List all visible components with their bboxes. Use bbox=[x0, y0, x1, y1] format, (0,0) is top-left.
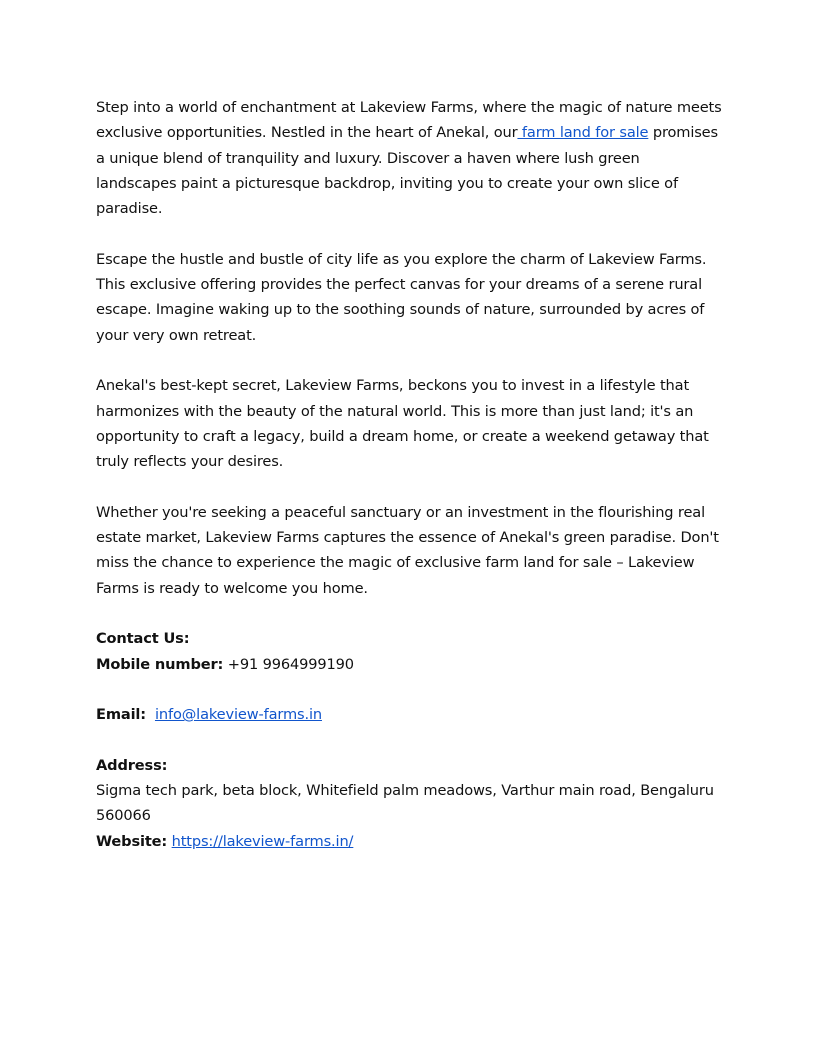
paragraph-escape: Escape the hustle and bustle of city life as you explore the charm of Lakeview Farms. This exclusive offering provides the perfect canvas for your dreams of a serene rural escape. Imagine waking up to the soothing sounds of nature, surrounded by acres of your very own retreat. bbox=[96, 250, 707, 344]
website-link[interactable]: https://lakeview-farms.in/ bbox=[171, 832, 354, 850]
address-heading bbox=[96, 753, 724, 778]
document-body bbox=[96, 95, 724, 854]
paragraph-intro-text-before: Step into a world of enchantment at Lakeview Farms, where the magic of nature meets exclusive opportunities. Nestled in the heart of Anekal, our bbox=[96, 99, 722, 142]
paragraph-spacer bbox=[96, 474, 724, 499]
address-label: Address: bbox=[96, 756, 168, 774]
contact-heading bbox=[96, 626, 724, 651]
paragraph-spacer bbox=[96, 601, 724, 626]
email-line bbox=[96, 702, 724, 727]
website-line bbox=[96, 829, 724, 854]
paragraph-spacer bbox=[96, 727, 724, 752]
paragraph-spacer bbox=[96, 221, 724, 246]
email-label: Email: bbox=[96, 706, 146, 724]
paragraph-sanctuary: Whether you're seeking a peaceful sanctuary or an investment in the flourishing real estate market, Lakeview Farms captures the essence of Anekal's green paradise. Don't miss the chance to experience the magic of exclusive farm land for sale – Lakeview Farms is ready to welcome you home. bbox=[96, 503, 719, 597]
paragraph-spacer bbox=[96, 677, 724, 702]
paragraph-intro-text-after: promises a unique blend of tranquility and luxury. Discover a haven where lush green landscapes paint a picturesque backdrop, inviting you to create your own slice of paradise. bbox=[96, 124, 718, 218]
mobile-number-label: Mobile number: bbox=[96, 655, 224, 673]
paragraph-intro bbox=[96, 95, 724, 221]
contact-heading-label: Contact Us: bbox=[96, 630, 190, 648]
farm-land-for-sale-link[interactable]: farm land for sale bbox=[517, 124, 649, 142]
website-label: Website: bbox=[96, 832, 168, 850]
paragraph-spacer bbox=[96, 348, 724, 373]
email-link[interactable]: info@lakeview-farms.in bbox=[154, 706, 322, 724]
mobile-number-value: +91 9964999190 bbox=[223, 655, 354, 673]
paragraph-secret: Anekal's best-kept secret, Lakeview Farms, beckons you to invest in a lifestyle that harmonizes with the beauty of the natural world. This is more than just land; it's an opportunity to craft a legacy, build a dream home, or create a weekend getaway that truly reflects your desires. bbox=[96, 377, 709, 471]
address-value: Sigma tech park, beta block, Whitefield palm meadows, Varthur main road, Bengaluru 560066 bbox=[96, 782, 714, 825]
mobile-number-line bbox=[96, 652, 724, 677]
